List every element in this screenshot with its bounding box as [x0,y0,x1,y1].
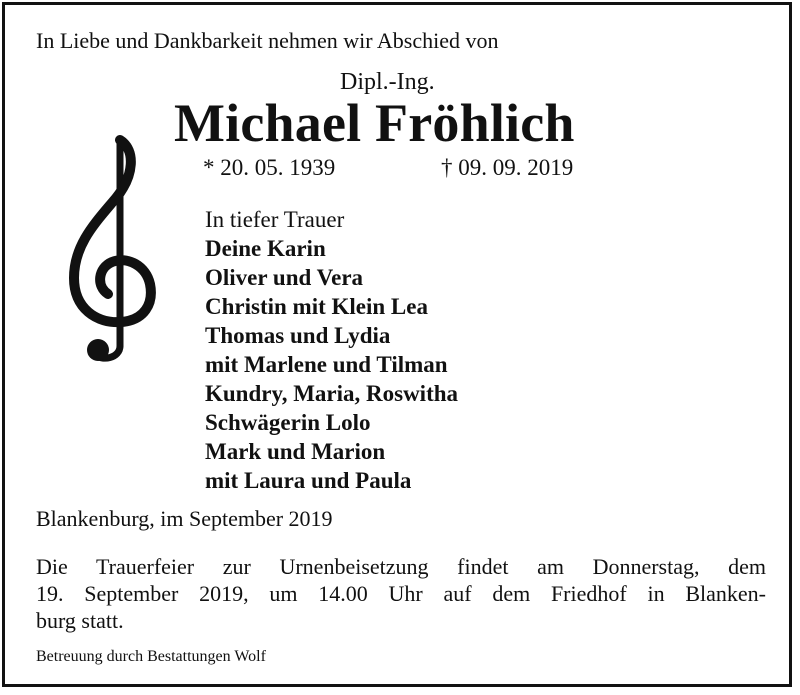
service-line: Die Trauerfeier zur Urnenbeisetzung findet am Donnerstag, dem [36,554,766,579]
mourner-line: mit Laura und Paula [205,468,412,493]
mourner-line: Mark und Marion [205,439,386,464]
mourner-line: Thomas und Lydia [205,323,391,348]
undertaker-credit: Betreuung durch Bestattungen Wolf [36,648,266,665]
treble-clef-icon [62,128,162,368]
mourner-line: Schwägerin Lolo [205,410,371,435]
mourners-list [205,205,458,495]
death-date: † 09. 09. 2019 [441,155,574,180]
birth-date: * 20. 05. 1939 [203,155,336,180]
funeral-service-info [36,553,766,634]
mourner-line: Christin mit Klein Lea [205,294,428,319]
mourner-line: Oliver und Vera [205,265,364,290]
place-and-date: Blankenburg, im September 2019 [36,506,333,531]
mourner-intro: In tiefer Trauer [205,207,345,232]
service-line: burg statt. [36,608,124,633]
academic-degree: Dipl.-Ing. [340,69,435,95]
deceased-name: Michael Fröhlich [174,93,575,153]
service-line: 19. September 2019, um 14.00 Uhr auf dem Friedhof in Blanken- [36,581,766,606]
intro-text: In Liebe und Dankbarkeit nehmen wir Abschied von [36,28,499,53]
mourner-line: mit Marlene und Tilman [205,352,448,377]
mourner-line: Kundry, Maria, Roswitha [205,381,459,406]
mourner-line: Deine Karin [205,236,326,261]
